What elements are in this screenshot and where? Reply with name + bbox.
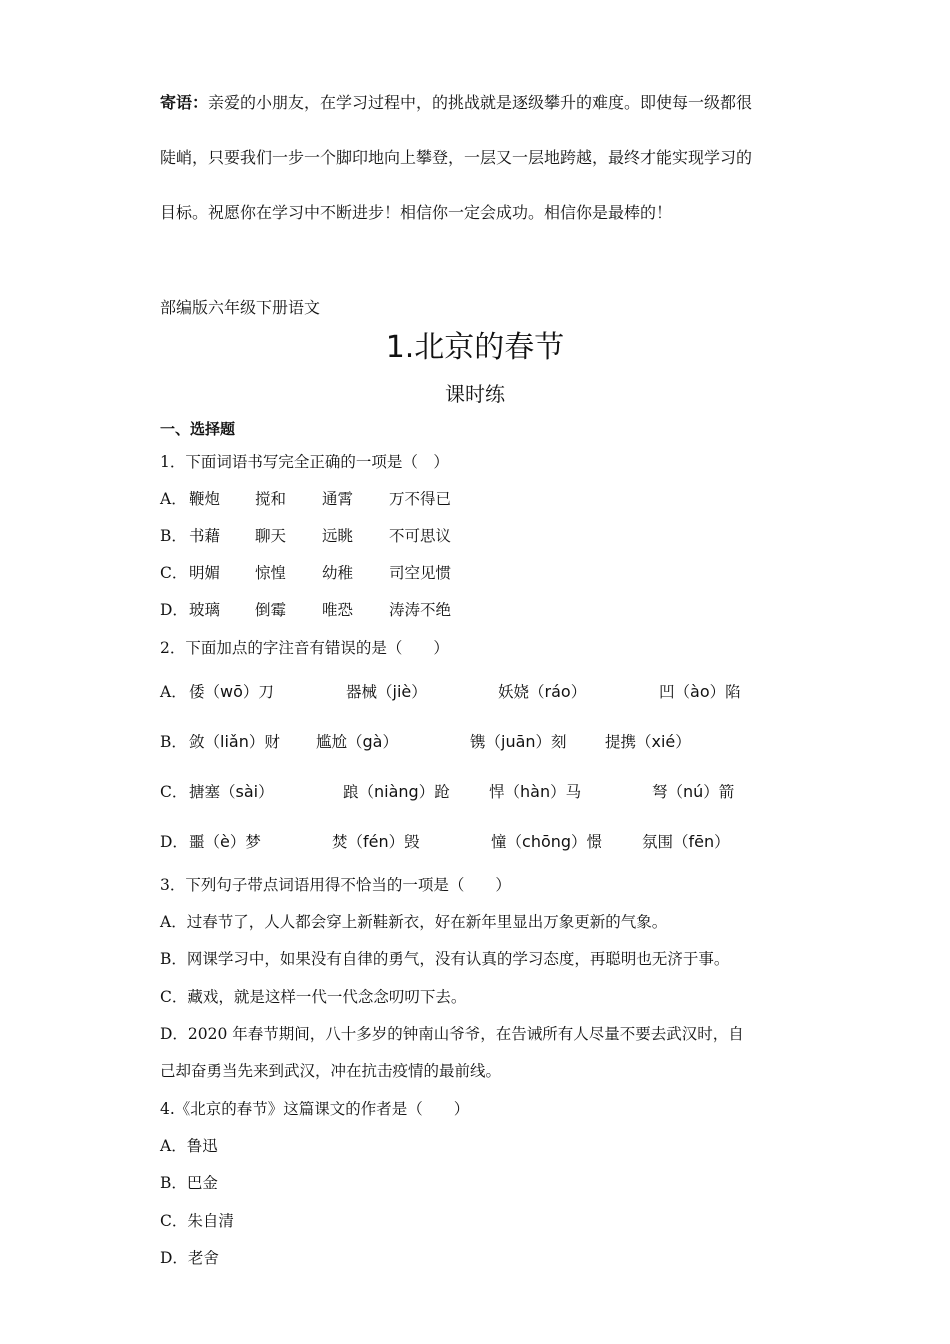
option-word: 唯恐 [322,601,354,619]
item-prefix: 凹（ [659,683,691,701]
question-3-option-b: B．网课学习中，如果没有自律的勇气，没有认真的学习态度，再聪明也无济于事。 [160,950,730,968]
option-letter: B． [160,527,187,545]
pinyin: juān [501,732,536,751]
pinyin-item [316,730,398,752]
item-suffix: ） [411,683,427,701]
item-prefix: 镌（ [470,733,502,751]
pinyin: hàn [520,782,551,801]
item-suffix: ） [570,683,587,701]
item-suffix: ） [382,733,398,751]
item-suffix: ）陷 [709,683,741,701]
pinyin: xié [651,732,676,751]
item-suffix: ）跄 [418,783,450,801]
option-letter: C． [160,783,188,801]
question-4-option-a: A．鲁迅 [160,1137,218,1155]
item-suffix: ）财 [248,733,280,751]
pinyin-item [491,830,602,852]
option-word: 司空见惯 [389,564,452,582]
item-prefix: 器械（ [346,683,393,701]
item-prefix: 提携（ [605,733,652,751]
pinyin-item [189,830,261,852]
option-letter: B． [160,733,187,751]
question-3-stem: 3．下列句子带点词语用得不恰当的一项是（ ） [160,876,511,894]
pinyin-item [346,680,427,702]
pinyin: wō [220,682,243,701]
item-suffix: ）箭 [703,783,735,801]
option-word: 涛涛不绝 [389,601,452,619]
item-suffix: ） [675,733,691,751]
pinyin-item [498,680,586,702]
item-suffix: ）刻 [535,733,567,751]
pinyin: fēn [688,832,715,851]
item-prefix: 倭（ [189,683,221,701]
item-prefix: 氛围（ [642,833,689,851]
pinyin-item [189,680,274,702]
question-4-option-d: D．老舍 [160,1249,219,1267]
option-letter: C． [160,564,188,582]
item-prefix: 悍（ [489,783,521,801]
item-prefix: 尴尬（ [316,733,363,751]
option-letter: D． [160,601,188,619]
question-3-option-d-line-1: D．2020 年春节期间，八十多岁的钟南山爷爷，在告诫所有人尽量不要去武汉时，自 [160,1025,744,1043]
greeting-line-2: 陡峭，只要我们一步一个脚印地向上攀登，一层又一层地跨越，最终才能实现学习的 [160,148,753,167]
item-suffix: ）憬 [571,833,603,851]
option-word: 鞭炮 [189,490,221,508]
question-3-option-c: C．藏戏，就是这样一代一代念念叨叨下去。 [160,988,467,1006]
item-suffix: ）梦 [229,833,261,851]
greeting-line-1 [160,90,752,113]
question-3-option-d-line-2: 己却奋勇当先来到武汉，冲在抗击疫情的最前线。 [160,1062,502,1080]
item-prefix: 焚（ [332,833,364,851]
option-word: 万不得已 [389,490,452,508]
option-letter: A． [160,683,187,701]
pinyin-item [189,780,274,802]
option-word: 远眺 [322,527,354,545]
option-word: 聊天 [255,527,287,545]
pinyin-item [642,830,730,852]
pinyin: è [220,832,230,851]
item-prefix: 噩（ [189,833,221,851]
option-word: 不可思议 [389,527,452,545]
item-prefix: 敛（ [189,733,221,751]
greeting-line-3: 目标。祝愿你在学习中不断进步！相信你一定会成功。相信你是最棒的！ [160,203,673,222]
item-prefix: 憧（ [491,833,523,851]
pinyin-item [659,680,741,702]
page-title: 1.北京的春节 [385,330,565,365]
option-word: 倒霉 [255,601,287,619]
option-word: 书藉 [189,527,221,545]
item-prefix: 弩（ [652,783,684,801]
pinyin-item [489,780,581,802]
pinyin-item [343,780,450,802]
pinyin: fén [363,832,389,851]
page-subtitle: 课时练 [445,382,505,406]
pinyin: chōng [522,832,572,851]
pinyin: nú [683,782,704,801]
pinyin: sài [235,782,259,801]
question-4-option-b: B．巴金 [160,1174,218,1192]
question-3-option-a: A．过春节了，人人都会穿上新鞋新衣，好在新年里显出万象更新的气象。 [160,913,668,931]
item-suffix: ）刀 [242,683,274,701]
option-letter: D． [160,833,188,851]
item-suffix: ） [714,833,730,851]
greeting-label: 寄语： [160,93,209,112]
section-heading: 一、选择题 [160,420,236,438]
greeting-text-1: 亲爱的小朋友，在学习过程中，的挑战就是逐级攀升的难度。即使每一级都很 [208,93,753,112]
series-label: 部编版六年级下册语文 [160,298,321,317]
item-suffix: ）马 [550,783,582,801]
question-4-option-c: C．朱自清 [160,1212,234,1230]
question-1-stem: 1．下面词语书写完全正确的一项是（ ） [160,453,449,471]
option-word: 通霄 [322,490,354,508]
pinyin-item [332,830,420,852]
item-suffix: ）毁 [388,833,420,851]
question-4-stem: 4.《北京的春节》这篇课文的作者是（ ） [160,1100,470,1118]
pinyin: liǎn [220,732,249,751]
option-letter: A． [160,490,187,508]
item-prefix: 搪塞（ [189,783,236,801]
pinyin: niàng [374,782,419,801]
pinyin: jiè [392,682,412,701]
item-prefix: 妖娆（ [498,683,545,701]
option-word: 惊惶 [255,564,287,582]
item-suffix: ） [258,783,274,801]
option-word: 玻璃 [189,601,221,619]
option-word: 明媚 [189,564,221,582]
item-prefix: 踉（ [343,783,375,801]
pinyin-item [652,780,734,802]
option-word: 搅和 [255,490,287,508]
pinyin: gà [362,732,383,751]
pinyin-item [605,730,691,752]
question-2-stem: 2．下面加点的字注音有错误的是（ ） [160,639,449,657]
pinyin: ráo [544,682,571,701]
option-word: 幼稚 [322,564,354,582]
pinyin: ào [690,682,710,701]
pinyin-item [189,730,280,752]
pinyin-item [470,730,567,752]
